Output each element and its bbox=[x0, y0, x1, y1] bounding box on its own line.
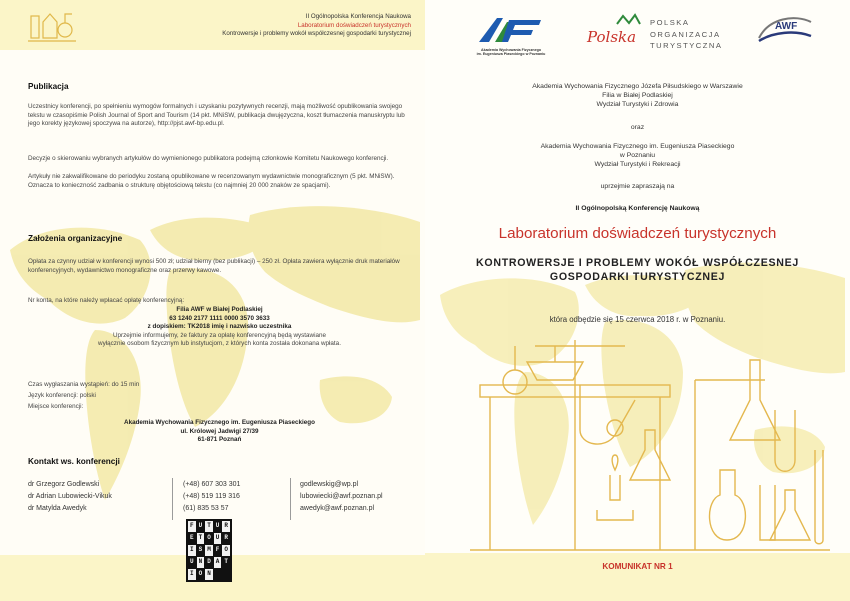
publikacja-p2: Decyzje o skierowaniu wybranych artykułów do wymienionego publikatora podejmą członkowie Komitetu Naukowego konferencji. bbox=[28, 155, 389, 162]
subtitle-line-2: GOSPODARKI TURYSTYCZNEJ bbox=[549, 271, 726, 283]
conf-language: Język konferencji: polski bbox=[28, 392, 96, 399]
lab-equipment-illustration bbox=[465, 340, 835, 560]
logo-letter: I bbox=[188, 545, 196, 556]
inst1-line: Akademia Wychowania Fizycznego Józefa Piłsudskiego w Warszawie bbox=[532, 83, 743, 90]
awf-subtitle-line-1: Akademia Wychowania Fizycznego bbox=[480, 48, 542, 52]
logo-letter: R bbox=[222, 533, 230, 544]
bank-account: 63 1240 2177 1111 0000 3570 3633 bbox=[169, 314, 270, 322]
subtitle-line-1: KONTROWERSJE I PROBLEMY WOKÓŁ WSPÓŁCZESNEJ bbox=[476, 257, 799, 269]
left-header bbox=[222, 13, 411, 39]
invite-text: uprzejmie zapraszają na bbox=[600, 183, 675, 190]
future-tourism-foundation-logo bbox=[186, 519, 232, 582]
pot-line-2: ORGANIZACJA bbox=[650, 29, 721, 39]
logo-letter: F bbox=[188, 521, 196, 532]
logo-letter: F bbox=[214, 545, 222, 556]
partner-logos bbox=[425, 8, 850, 58]
awf-warszawa-logo bbox=[755, 12, 813, 44]
conf-place-label: Miejsce konferencji: bbox=[28, 403, 84, 410]
zalozenia-p2: Nr konta, na które należy wpłacać opłatę konferencyjną: bbox=[28, 297, 185, 304]
logo-letter: N bbox=[197, 557, 205, 568]
contact-email[interactable]: godlewskig@wp.pl bbox=[300, 481, 359, 488]
publikacja-p1: Uczestnicy konferencji, po spełnieniu wymogów formalnych i uzyskaniu pozytywnych recenzji, mają możliwość opublikowania swojego tekstu w czasopiśmie Polish Journal of Sport and Tourism (14 pkt. MNiSW, publikacja dwujęzyczna, koszt tłumaczenia manuskryptu lub jego korekty językowej spoczywa na autorze), http://pjst.awf-bp.edu.pl. bbox=[28, 103, 405, 128]
logo-letter: T bbox=[197, 533, 205, 544]
contact-name: dr Grzegorz Godlewski bbox=[28, 481, 100, 488]
contact-phone: (+48) 519 119 316 bbox=[183, 492, 240, 500]
logo-letter: T bbox=[222, 557, 230, 568]
kontakt-title: Kontakt ws. konferencji bbox=[28, 457, 120, 466]
transfer-note: z dopiskiem: TK2018 imię i nazwisko uczestnika bbox=[147, 323, 292, 331]
conference-date: która odbędzie się 15 czerwca 2018 r. w Poznaniu. bbox=[549, 315, 726, 324]
logo-letter: S bbox=[197, 545, 205, 556]
lab-icons-logo bbox=[28, 8, 76, 44]
polska-logo bbox=[583, 12, 643, 48]
contact-name: dr Matylda Awedyk bbox=[28, 504, 87, 512]
venue-line-3: 61-871 Poznań bbox=[197, 436, 242, 444]
right-panel bbox=[425, 0, 850, 601]
pot-line-3: TURYSTYCZNA bbox=[650, 41, 723, 50]
pot-line-1: POLSKA bbox=[650, 18, 690, 27]
contact-phone: (+48) 607 303 301 bbox=[183, 481, 241, 488]
bank-name: Filia AWF w Białej Podlaskiej bbox=[176, 306, 263, 313]
logo-letter: T bbox=[205, 521, 213, 532]
contact-email[interactable]: awedyk@awf.poznan.pl bbox=[300, 504, 375, 512]
venue bbox=[28, 419, 411, 445]
polska-word: Polska bbox=[587, 28, 637, 46]
bottom-band bbox=[425, 553, 850, 601]
contact-phones bbox=[183, 479, 240, 514]
header-line-1: II Ogólnopolska Konferencja Naukowa bbox=[305, 13, 411, 20]
zalozenia-title: Założenia organizacyjne bbox=[28, 234, 123, 243]
institution-1 bbox=[445, 82, 830, 110]
awf2-text: AWF bbox=[775, 21, 798, 32]
zalozenia-p1: Opłata za czynny udział w konferencji wynosi 500 zł; udział bierny (bez publikacji) – 250 zł. Opłata zawiera wyłącznie druk materiałów konferencyjnych, wydawnictwo monograficzne oraz przerwy kawowe. bbox=[28, 258, 400, 274]
divider bbox=[290, 478, 291, 520]
inst1-line: Filia w Białej Podlaskiej bbox=[602, 92, 673, 100]
venue-line-2: ul. Królowej Jadwigi 27/39 bbox=[180, 427, 259, 435]
logo-letter: D bbox=[205, 557, 213, 568]
logo-letter: U bbox=[197, 521, 205, 532]
header-line-2: Laboratorium doświadczeń turystycznych bbox=[297, 21, 411, 29]
conference-title: Laboratorium doświadczeń turystycznych bbox=[498, 225, 777, 242]
inst2-line: Wydział Turystyki i Rekreacji bbox=[594, 161, 681, 169]
invoice-line-1: Uprzejmie informujemy, że faktury za opłatę konferencyjną będą wystawiane bbox=[112, 331, 327, 339]
logo-letter: I bbox=[188, 569, 196, 580]
contact-phone: (61) 835 53 57 bbox=[183, 504, 229, 512]
logo-letter: U bbox=[214, 533, 222, 544]
logo-letter: U bbox=[188, 557, 196, 568]
invoice-line-2: wyłącznie osobom fizycznym lub instytucjom, z których konta została dokonana wpłata. bbox=[98, 340, 341, 348]
venue-line-1: Akademia Wychowania Fizycznego im. Eugeniusza Piaseckiego bbox=[124, 419, 315, 426]
logo-letter: O bbox=[197, 569, 205, 580]
contact-names bbox=[28, 479, 112, 514]
divider bbox=[172, 478, 173, 520]
logo-letter: O bbox=[222, 545, 230, 556]
logo-letter: O bbox=[205, 533, 213, 544]
inst2-line: Akademia Wychowania Fizycznego im. Eugeniusza Piaseckiego bbox=[540, 143, 735, 150]
logo-letter: E bbox=[188, 533, 196, 544]
komunikat-label: KOMUNIKAT NR 1 bbox=[602, 562, 673, 571]
awf-subtitle-line-2: im. Eugeniusza Piaseckiego w Poznaniu bbox=[476, 52, 546, 56]
conf-number: II Ogólnopolską Konferencję Naukową bbox=[575, 205, 700, 212]
oraz: oraz bbox=[630, 124, 645, 131]
logo-letter: M bbox=[205, 545, 213, 556]
bank-details bbox=[28, 306, 411, 349]
contact-name: dr Adrian Lubowiecki-Vikuk bbox=[28, 492, 112, 500]
logo-letter: R bbox=[222, 521, 230, 532]
inst2-line: w Poznaniu bbox=[619, 152, 656, 160]
contact-email[interactable]: lubowiecki@awf.poznan.pl bbox=[300, 492, 383, 500]
logo-letter: N bbox=[205, 569, 213, 580]
talk-time: Czas wygłaszania wystąpień: do 15 min bbox=[28, 381, 140, 388]
header-line-3: Kontrowersje i problemy wokół współczesnej gospodarki turystycznej bbox=[222, 30, 411, 38]
contact-emails bbox=[300, 479, 383, 514]
publikacja-title: Publikacja bbox=[28, 82, 69, 91]
logo-letter: A bbox=[214, 557, 222, 568]
publikacja-p3: Artykuły nie zakwalifikowane do periodyku zostaną opublikowane w recenzowanym wydawnictwie monograficznym (5 pkt. MNiSW). Oznacza to konieczność zadbania o strukturę objętościową tekstu (co najmniej 20 000 znaków ze spacjami). bbox=[28, 173, 395, 189]
pot-logo-text bbox=[650, 17, 722, 52]
institution-2 bbox=[445, 142, 830, 170]
conference-subtitle bbox=[425, 256, 850, 284]
logo-letter: U bbox=[214, 521, 222, 532]
inst1-line: Wydział Turystyki i Zdrowia bbox=[596, 101, 679, 109]
awf-subtitle bbox=[469, 48, 553, 56]
